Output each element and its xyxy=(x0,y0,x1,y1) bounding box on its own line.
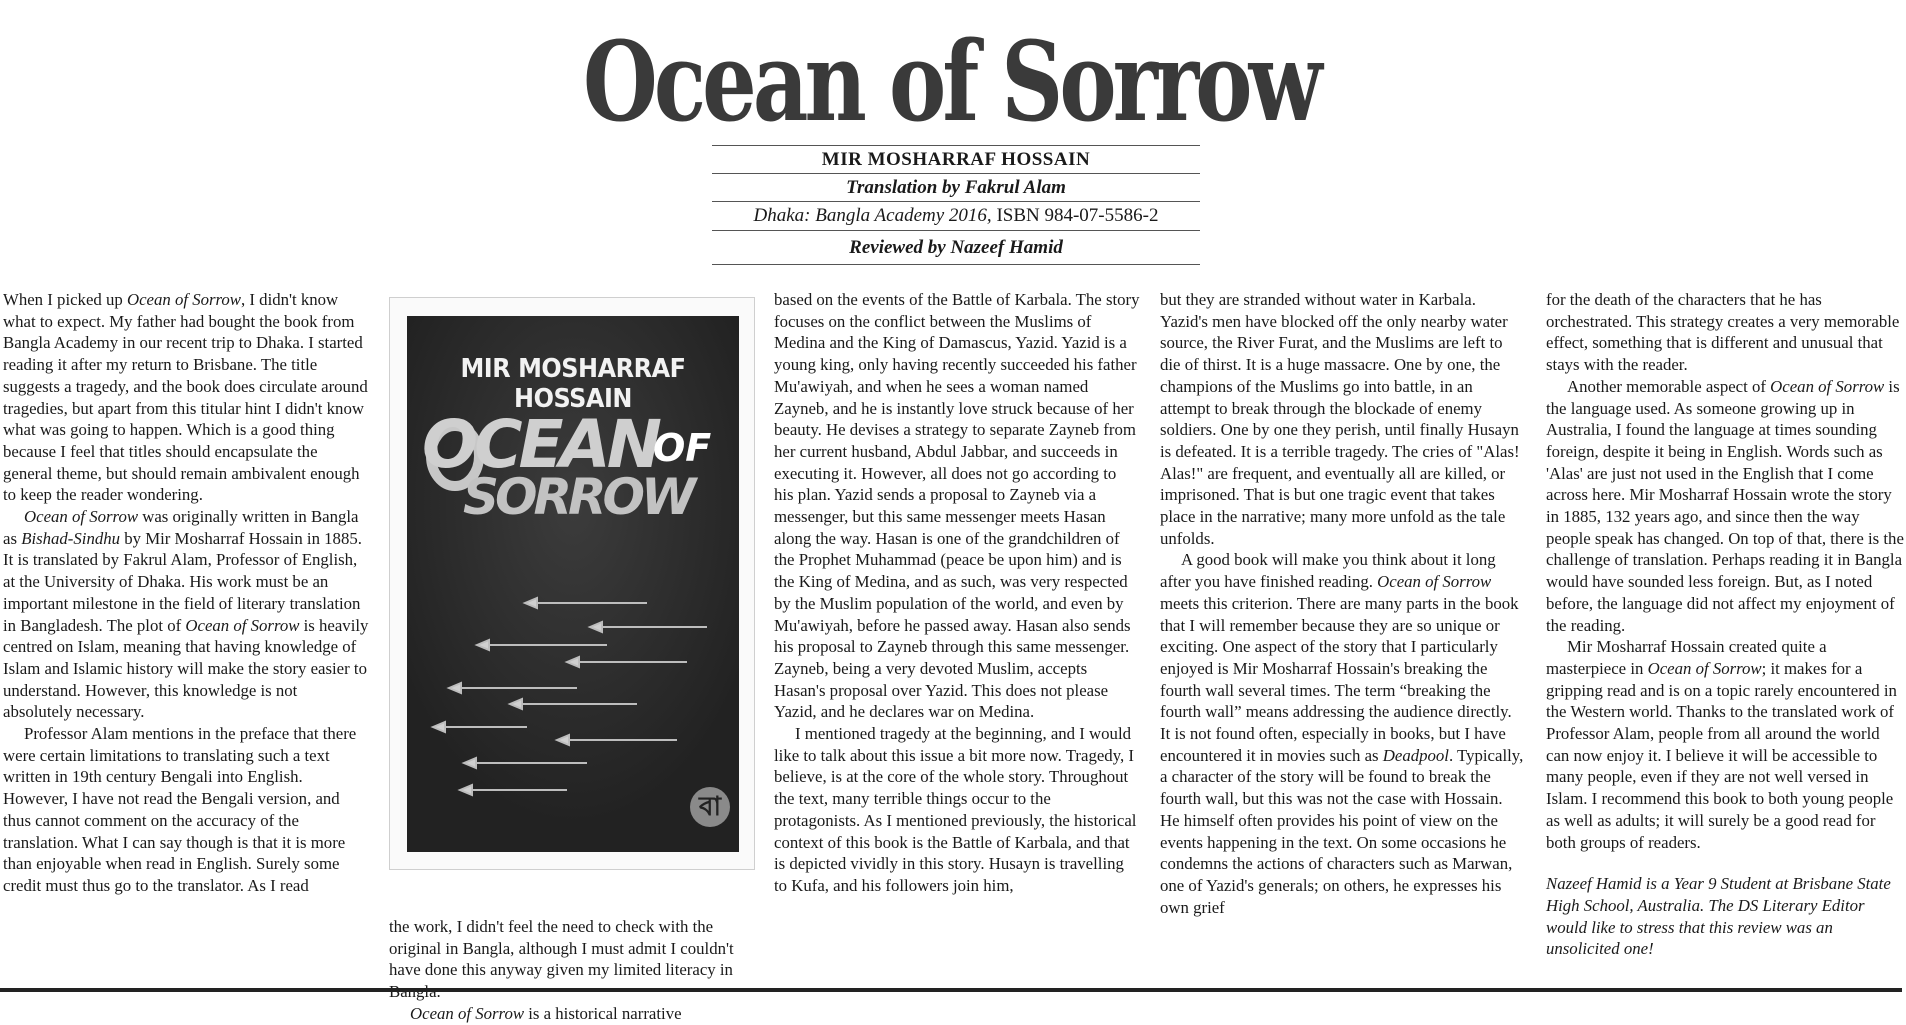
publication-info xyxy=(712,202,1200,231)
book-cover-image xyxy=(389,297,755,870)
column-1 xyxy=(3,289,369,989)
cover-author-name: MIR MOSHARRAF HOSSAIN xyxy=(460,354,686,414)
paragraph: based on the events of the Battle of Karbala. The story focuses on the conflict between the Muslims of Medina and the King of Damascus, Yazid. Yazid is a young king, only having recently succeeded his father Mu'awiyah, and when he sees a woman named Zayneb, and he is instantly love struck because of her beauty. He devises a strategy to separate Zayneb from her current husband, Abdul Jabbar, and succeeds in executing it. However, all does not go according to his plan. Yazid sends a proposal to Zayneb via a messenger, but this same messenger meets Hasan along the way. Hasan is one of the grandchildren of the Prophet Muhammad (peace be upon him) and is the King of Medina, and as such, was very respected by the Muslim population of the world, and even by Mu'awiyah, before he passed away. Hasan also sends his proposal to Zayneb through this same messenger. Zayneb, being a very devoted Muslim, accepts Hasan's proposal over Yazid. This does not please Yazid, and he declares war on Medina. xyxy=(774,290,1140,722)
paragraph: but they are stranded without water in Karbala. Yazid's men have blocked off the only nearby water source, the River Furat, and the Muslims are left to die of thirst. It is a huge massacre. One by one, the champions of the Muslims go into battle, in an attempt to break through the blockade of enemy soldiers. One by one they perish, until finally Husayn is defeated. It is a terrible tragedy. The cries of "Alas! Alas!" are frequent, and eventually all are killed, or imprisoned. That is but one tragic event that takes place in the narrative; many more unfold as the tale unfolds. xyxy=(1160,290,1520,548)
article-headline: Ocean of Sorrow xyxy=(582,17,1319,146)
cover-title-sorrow: SORROW xyxy=(463,468,693,526)
isbn: ISBN 984-07-5586-2 xyxy=(991,205,1159,226)
column-2 xyxy=(389,916,755,1023)
publisher-name: Dhaka: Bangla Academy 2016, xyxy=(753,205,992,226)
translator-credit: Translation by Fakrul Alam xyxy=(712,174,1200,202)
paragraph: Mir Mosharraf Hossain created quite a masterpiece in Ocean of Sorrow; it makes for a gripping read and is on a topic rarely encountered in the Western world. Thanks to the translated work of Professor Alam, people from all around the world can now enjoy it. I believe it will be accessible to many people, even if they are not well versed in Islam. I recommend this book to both young people as well as adults; it will surely be a good read for both groups of readers. xyxy=(1546,637,1897,852)
cover-title-ocean: OCEAN xyxy=(422,406,658,483)
paragraph: Ocean of Sorrow is a historical narrative xyxy=(410,1003,682,1023)
paragraph: I mentioned tragedy at the beginning, and I would like to talk about this issue a bit more now. Tragedy, I believe, is at the core of the whole story. Throughout the text, many terrible things occur to the protagonists. As I mentioned previously, the historical context of this book is the Battle of Karbala, and that is depicted vividly in this story. Husayn is travelling to Kufa, and his followers join him, xyxy=(774,724,1137,895)
book-author: MIR MOSHARRAF HOSSAIN xyxy=(712,146,1200,174)
paragraph: Another memorable aspect of Ocean of Sorrow is the language used. As someone growing up in Australia, I found the language at times sounding foreign, despite it being in English. Words such as 'Alas' are just not used in the English that I come across here. Mir Mosharraf Hossain wrote the story in 1885, 132 years ago, and since then the way people speak has changed. On top of that, there is the challenge of translation. Perhaps reading it in Bangla would have sounded less foreign. But, as I noted before, the language did not affect my enjoyment of the reading. xyxy=(1546,376,1904,635)
paragraph: When I picked up Ocean of Sorrow, I didn't know what to expect. My father had bought the book from Bangla Academy in our recent trip to Dhaka. I started reading it after my return to Brisbane. The title suggests a tragedy, and the book does circulate around tragedies, but apart from this titular hint I didn't know what was going to happen. Which is a good thing because I feel that titles should encapsulate the general theme, but should remain ambivalent enough to keep the reader wondering. xyxy=(3,290,368,505)
column-3 xyxy=(774,289,1140,989)
book-cover xyxy=(407,316,739,852)
byline-box xyxy=(712,145,1200,265)
paragraph: Ocean of Sorrow was originally written in Bangla as Bishad-Sindhu by Mir Mosharraf Hossain in 1885. It is translated by Fakrul Alam, Professor of English, at the University of Dhaka. His work must be an important milestone in the field of literary translation in Bangladesh. The plot of Ocean of Sorrow is heavily centred on Islam, meaning that having knowledge of Islam and Islamic history will make the story easier to understand. However, this knowledge is not absolutely necessary. xyxy=(3,507,369,722)
cover-title-of: OF xyxy=(653,426,712,470)
paragraph: A good book will make you think about it long after you have finished reading. Ocean of Sorrow meets this criterion. There are many parts in the book that I will remember because they are so unique or exciting. One aspect of the story that I particularly enjoyed is Mir Mosharraf Hossain's breaking the fourth wall several times. The term “breaking the fourth wall” means addressing the audience directly. It is not found often, especially in books, but I have encountered it in movies such as Deadpool. Typically, a character of the story will be found to break the fourth wall, but this was not the case with Hossain. He himself often provides his point of view on the events happening in the text. On some occasions he condemns the actions of characters such as Marwan, one of Yazid's generals; on others, he expresses his own grief xyxy=(1160,550,1524,917)
publisher-logo: বা xyxy=(690,787,730,827)
column-4 xyxy=(1160,289,1526,989)
paragraph: for the death of the characters that he has orchestrated. This strategy creates a very memorable effect, something that is different and unusual that stays with the reader. xyxy=(1546,290,1900,375)
paragraph: Professor Alam mentions in the preface that there were certain limitations to translating such a text written in 19th century Bengali into English. However, I have not read the Bengali version, and thus cannot comment on the accuracy of the translation. What I can say though is that it is more than enjoyable when read in English. Surely some credit must thus go to the translator. As I read xyxy=(3,724,357,895)
reviewer-credit: Reviewed by Nazeef Hamid xyxy=(712,231,1200,265)
reviewer-bio: Nazeef Hamid is a Year 9 Student at Brisbane State High School, Australia. The DS Literary Editor would like to stress that this review was an unsolicited one! xyxy=(1546,874,1891,959)
bottom-rule xyxy=(0,988,1902,992)
column-5 xyxy=(1546,289,1906,989)
paragraph: the work, I didn't feel the need to check with the original in Bangla, although I must admit I couldn't have done this anyway given my limited literacy in xyxy=(389,917,734,980)
